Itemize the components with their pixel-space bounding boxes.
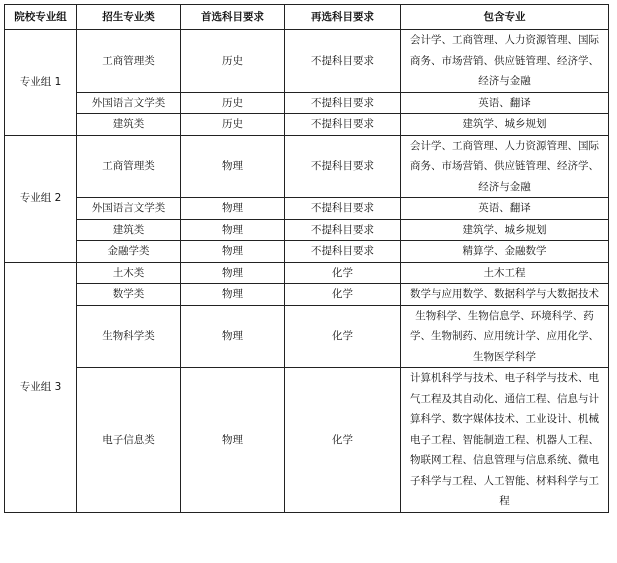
majors-cell: 计算机科学与技术、电子科学与技术、电气工程及其自动化、通信工程、信息与计算科学、数字媒体技术、工业设计、机械电子工程、智能制造工程、机器人工程、物联网工程、信息管理与信息系统、微电子科学与工程、人工智能、材料科学与工程 bbox=[401, 368, 609, 513]
table-row bbox=[5, 92, 609, 114]
second-subject-cell: 不提科目要求 bbox=[285, 219, 401, 241]
first-subject-cell: 物理 bbox=[181, 284, 285, 306]
majors-cell: 生物科学、生物信息学、环境科学、药学、生物制药、应用统计学、应用化学、生物医学科学 bbox=[401, 305, 609, 368]
second-subject-cell: 不提科目要求 bbox=[285, 135, 401, 198]
first-subject-cell: 物理 bbox=[181, 262, 285, 284]
header-first-subject: 首选科目要求 bbox=[181, 5, 285, 30]
category-cell: 数学类 bbox=[77, 284, 181, 306]
group-name: 专业组 2 bbox=[5, 135, 77, 262]
first-subject-cell: 历史 bbox=[181, 30, 285, 93]
second-subject-cell: 化学 bbox=[285, 262, 401, 284]
majors-cell: 会计学、工商管理、人力资源管理、国际商务、市场营销、供应链管理、经济学、经济与金融 bbox=[401, 30, 609, 93]
majors-cell: 精算学、金融数学 bbox=[401, 241, 609, 263]
second-subject-cell: 化学 bbox=[285, 284, 401, 306]
first-subject-cell: 物理 bbox=[181, 368, 285, 513]
table-row bbox=[5, 305, 609, 368]
category-cell: 土木类 bbox=[77, 262, 181, 284]
category-cell: 建筑类 bbox=[77, 219, 181, 241]
header-majors: 包含专业 bbox=[401, 5, 609, 30]
table-row bbox=[5, 219, 609, 241]
header-category: 招生专业类 bbox=[77, 5, 181, 30]
first-subject-cell: 物理 bbox=[181, 219, 285, 241]
category-cell: 外国语言文学类 bbox=[77, 198, 181, 220]
first-subject-cell: 历史 bbox=[181, 114, 285, 136]
majors-cell: 土木工程 bbox=[401, 262, 609, 284]
majors-cell: 建筑学、城乡规划 bbox=[401, 219, 609, 241]
table-row bbox=[5, 30, 609, 93]
group-name: 专业组 3 bbox=[5, 262, 77, 512]
header-second-subject: 再选科目要求 bbox=[285, 5, 401, 30]
table-row bbox=[5, 114, 609, 136]
table-row bbox=[5, 241, 609, 263]
category-cell: 建筑类 bbox=[77, 114, 181, 136]
second-subject-cell: 不提科目要求 bbox=[285, 114, 401, 136]
category-cell: 电子信息类 bbox=[77, 368, 181, 513]
table-row bbox=[5, 198, 609, 220]
second-subject-cell: 不提科目要求 bbox=[285, 92, 401, 114]
category-cell: 生物科学类 bbox=[77, 305, 181, 368]
second-subject-cell: 不提科目要求 bbox=[285, 30, 401, 93]
header-group: 院校专业组 bbox=[5, 5, 77, 30]
first-subject-cell: 物理 bbox=[181, 135, 285, 198]
first-subject-cell: 物理 bbox=[181, 198, 285, 220]
majors-cell: 会计学、工商管理、人力资源管理、国际商务、市场营销、供应链管理、经济学、经济与金融 bbox=[401, 135, 609, 198]
group-name: 专业组 1 bbox=[5, 30, 77, 136]
category-cell: 外国语言文学类 bbox=[77, 92, 181, 114]
table-row bbox=[5, 284, 609, 306]
table-row bbox=[5, 135, 609, 198]
category-cell: 金融学类 bbox=[77, 241, 181, 263]
majors-cell: 英语、翻译 bbox=[401, 92, 609, 114]
majors-cell: 英语、翻译 bbox=[401, 198, 609, 220]
admission-table bbox=[4, 4, 609, 513]
second-subject-cell: 不提科目要求 bbox=[285, 241, 401, 263]
table-row bbox=[5, 262, 609, 284]
first-subject-cell: 历史 bbox=[181, 92, 285, 114]
table-row bbox=[5, 368, 609, 513]
second-subject-cell: 不提科目要求 bbox=[285, 198, 401, 220]
second-subject-cell: 化学 bbox=[285, 368, 401, 513]
category-cell: 工商管理类 bbox=[77, 135, 181, 198]
header-row bbox=[5, 5, 609, 30]
first-subject-cell: 物理 bbox=[181, 305, 285, 368]
category-cell: 工商管理类 bbox=[77, 30, 181, 93]
first-subject-cell: 物理 bbox=[181, 241, 285, 263]
majors-cell: 建筑学、城乡规划 bbox=[401, 114, 609, 136]
second-subject-cell: 化学 bbox=[285, 305, 401, 368]
majors-cell: 数学与应用数学、数据科学与大数据技术 bbox=[401, 284, 609, 306]
